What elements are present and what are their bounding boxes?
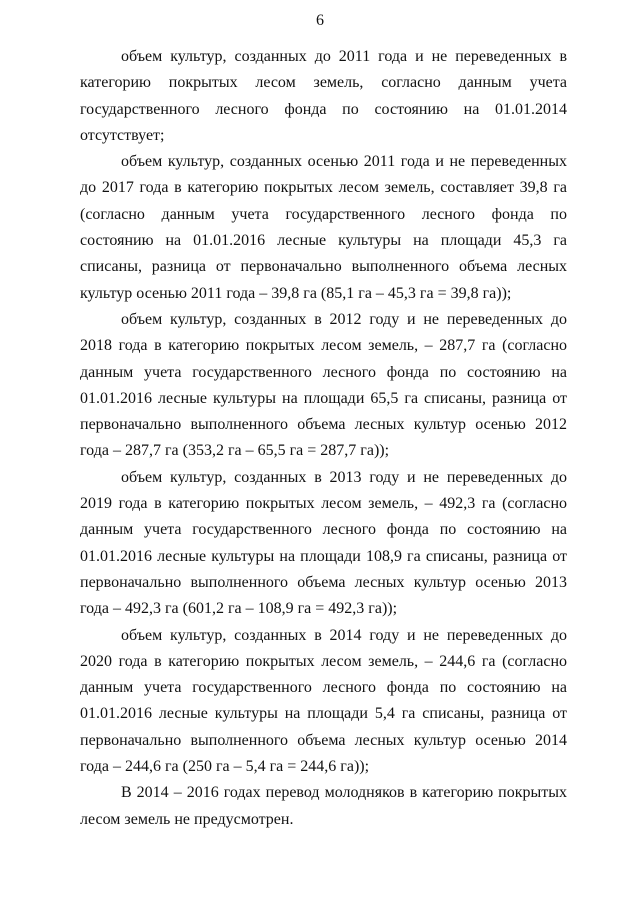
- paragraph-cultures-before-2011: объем культур, созданных до 2011 года и не переведенных в категорию покрытых лесом земель, согласно данным учета государственного лесного фонда по состоянию на 01.01.2014 отсутствует;: [80, 48, 567, 144]
- document-body: [80, 44, 567, 833]
- paragraph-cultures-2013: объем культур, созданных в 2013 году и не переведенных до 2019 года в категорию покрытых лесом земель, – 492,3 га (согласно данным учета государственного лесного фонда по состоянию на 01.01.2016 лесные культуры на площади 108,9 га списаны, разница от первоначально выполненного объема лесных культур осенью 2013 года – 492,3 га (601,2 га – 108,9 га = 492,3 га));: [80, 468, 567, 618]
- paragraph-cultures-autumn-2011: объем культур, созданных осенью 2011 года и не переведенных до 2017 года в категорию покрытых лесом земель, составляет 39,8 га (согласно данным учета государственного лесного фонда по состоянию на 01.01.2016 лесные культуры на площади 45,3 га списаны, разница от первоначально выполненного объема лесных культур осенью 2011 года – 39,8 га (85,1 га – 45,3 га = 39,8 га));: [80, 153, 567, 302]
- paragraph-cultures-2014: объем культур, созданных в 2014 году и не переведенных до 2020 года в категорию покрытых лесом земель, – 244,6 га (согласно данным учета государственного лесного фонда по состоянию на 01.01.2016 лесные культуры на площади 5,4 га списаны, разница от первоначально выполненного объема лесных культур осенью 2014 года – 244,6 га (250 га – 5,4 га = 244,6 га));: [80, 626, 567, 776]
- paragraph-2014-2016-transfer: В 2014 – 2016 годах перевод молодняков в категорию покрытых лесом земель не предусмотрен.: [80, 784, 567, 828]
- paragraph-cultures-2012: объем культур, созданных в 2012 году и не переведенных до 2018 года в категорию покрытых лесом земель, – 287,7 га (согласно данным учета государственного лесного фонда по состоянию на 01.01.2016 лесные культуры на площади 65,5 га списаны, разница от первоначально выполненного объема лесных культур осенью 2012 года – 287,7 га (353,2 га – 65,5 га = 287,7 га));: [80, 310, 567, 460]
- page-number: 6: [316, 12, 324, 29]
